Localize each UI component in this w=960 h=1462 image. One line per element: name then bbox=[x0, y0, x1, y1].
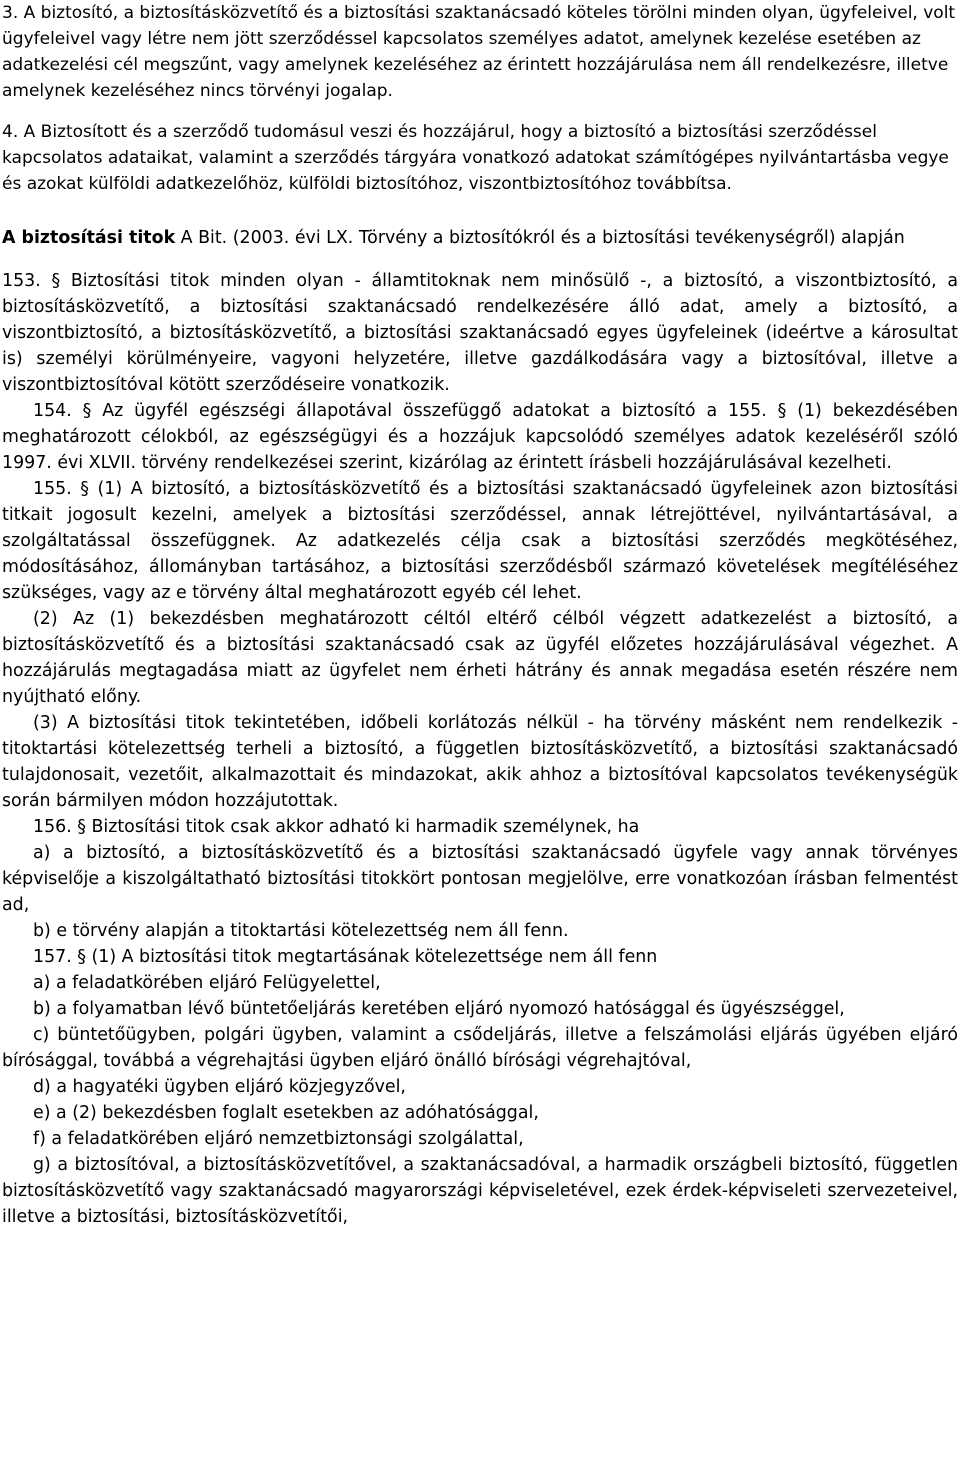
heading-bold: A biztosítási titok bbox=[2, 228, 176, 248]
paragraph-153: 153. § Biztosítási titok minden olyan - államtitoknak nem minősülő -, a biztosító, a viszontbiztosító, a biztosításközvetítő, a biztosítási szaktanácsadó rendelkezésére álló adat, amely a biztosító, a viszontbiztosító, a biztosításközvetítő, a biztosítási szaktanácsadó egyes ügyfeleinek (ideértve a károsultat is) személyi körülményeire, vagyoni helyzetére, illetve gazdálkodására vagy a biztosítóval, illetve a viszontbiztosítóval kötött szerződéseire vonatkozik. bbox=[2, 271, 958, 395]
item-4: 4. A Biztosított és a szerződő tudomásul veszi és hozzájárul, hogy a biztosító a biztosítási szerződéssel kapcsolatos adataikat, valamint a szerződés tárgyára vonatkozó adatokat számítógépes nyilvántartásba vegye és azokat külföldi adatkezelőhöz, külföldi biztosítóhoz, viszontbiztosítóhoz továbbítsa. bbox=[2, 122, 949, 194]
paragraph-155-3: (3) A biztosítási titok tekintetében, időbeli korlátozás nélkül - ha törvény másként nem rendelkezik - titoktartási kötelezettség terheli a biztosító, a független biztosításközvetítő, a biztosítási szaktanácsadó tulajdonosait, vezetőit, alkalmazottait és mindazokat, akik ahhoz a biztosítóval kapcsolatos tevékenységük során bármilyen módon hozzájutottak. bbox=[2, 713, 958, 811]
paragraph-156: 156. § Biztosítási titok csak akkor adható ki harmadik személynek, ha bbox=[33, 817, 640, 837]
paragraph-157-a: a) a feladatkörében eljáró Felügyelettel, bbox=[33, 973, 381, 993]
paragraph-157: 157. § (1) A biztosítási titok megtartásának kötelezettsége nem áll fenn bbox=[33, 947, 658, 967]
paragraph-157-d: d) a hagyatéki ügyben eljáró közjegyzővel, bbox=[33, 1077, 406, 1097]
paragraph-154: 154. § Az ügyfél egészségi állapotával összefüggő adatokat a biztosító a 155. § (1) bekezdésében meghatározott célokból, az egészségügyi és a hozzájuk kapcsolódó személyes adatok kezeléséről szóló 1997. évi XLVII. törvény rendelkezései szerint, kizárólag az érintett írásbeli hozzájárulásával kezelheti. bbox=[2, 401, 958, 473]
item-3: 3. A biztosító, a biztosításközvetítő és a biztosítási szaktanácsadó köteles törölni minden olyan, ügyfeleivel, volt ügyfeleivel vagy létre nem jött szerződéssel kapcsolatos személyes adatot, amelynek kezelése esetében az adatkezelési cél megszűnt, vagy amelynek kezeléséhez az érintett hozzájárulása nem áll rendelkezésre, illetve amelynek kezeléséhez nincs törvényi jogalap. bbox=[2, 3, 956, 101]
heading-rest: A Bit. (2003. évi LX. Törvény a biztosítókról és a biztosítási tevékenységről) alapján bbox=[175, 228, 905, 248]
paragraph-157-c: c) büntetőügyben, polgári ügyben, valamint a csődeljárás, illetve a felszámolási eljárás ügyében eljáró bírósággal, továbbá a végrehajtási ügyben eljáró önálló bírósági végrehajtóval, bbox=[2, 1025, 958, 1071]
paragraph-156-b: b) e törvény alapján a titoktartási kötelezettség nem áll fenn. bbox=[33, 921, 569, 941]
paragraph-157-e: e) a (2) bekezdésben foglalt esetekben az adóhatósággal, bbox=[33, 1103, 539, 1123]
paragraph-157-g: g) a biztosítóval, a biztosításközvetítővel, a szaktanácsadóval, a harmadik országbeli biztosító, független biztosításközvetítő vagy szaktanácsadó magyarországi képviseletével, ezek érdek-képviseleti szervezeteivel, illetve a biztosítási, biztosításközvetítői, bbox=[2, 1155, 958, 1227]
paragraph-156-a: a) a biztosító, a biztosításközvetítő és a biztosítási szaktanácsadó ügyfele vagy annak törvényes képviselője a kiszolgáltatható biztosítási titokkört pontosan megjelölve, erre vonatkozóan írásban felmentést ad, bbox=[2, 843, 958, 915]
section-heading bbox=[2, 225, 958, 251]
paragraph-155-1: 155. § (1) A biztosító, a biztosításközvetítő és a biztosítási szaktanácsadó ügyfeleinek azon biztosítási titkait jogosult kezelni, amelyek a biztosítási szerződéssel, annak létrejöttével, nyilvántartásával, a szolgáltatással összefüggnek. Az adatkezelés célja csak a biztosítási szerződés megkötéséhez, módosításához, állományban tartásához, a biztosítási szerződésből származó követelések megítéléséhez szükséges, vagy az e törvény által meghatározott egyéb cél lehet. bbox=[2, 479, 958, 603]
law-section bbox=[2, 225, 958, 1230]
paragraph-157-b: b) a folyamatban lévő büntetőeljárás keretében eljáró nyomozó hatósággal és ügyészséggel, bbox=[33, 999, 845, 1019]
paragraph-155-2: (2) Az (1) bekezdésben meghatározott céltól eltérő célból végzett adatkezelést a biztosító, a biztosításközvetítő és a biztosítási szaktanácsadó csak az ügyfél előzetes hozzájárulásával végezhet. A hozzájárulás megtagadása miatt az ügyfelet nem érheti hátrány és annak megadása esetén részére nem nyújtható előny. bbox=[2, 609, 958, 707]
paragraph-157-f: f) a feladatkörében eljáró nemzetbiztonsági szolgálattal, bbox=[33, 1129, 524, 1149]
consent-section bbox=[2, 0, 958, 197]
